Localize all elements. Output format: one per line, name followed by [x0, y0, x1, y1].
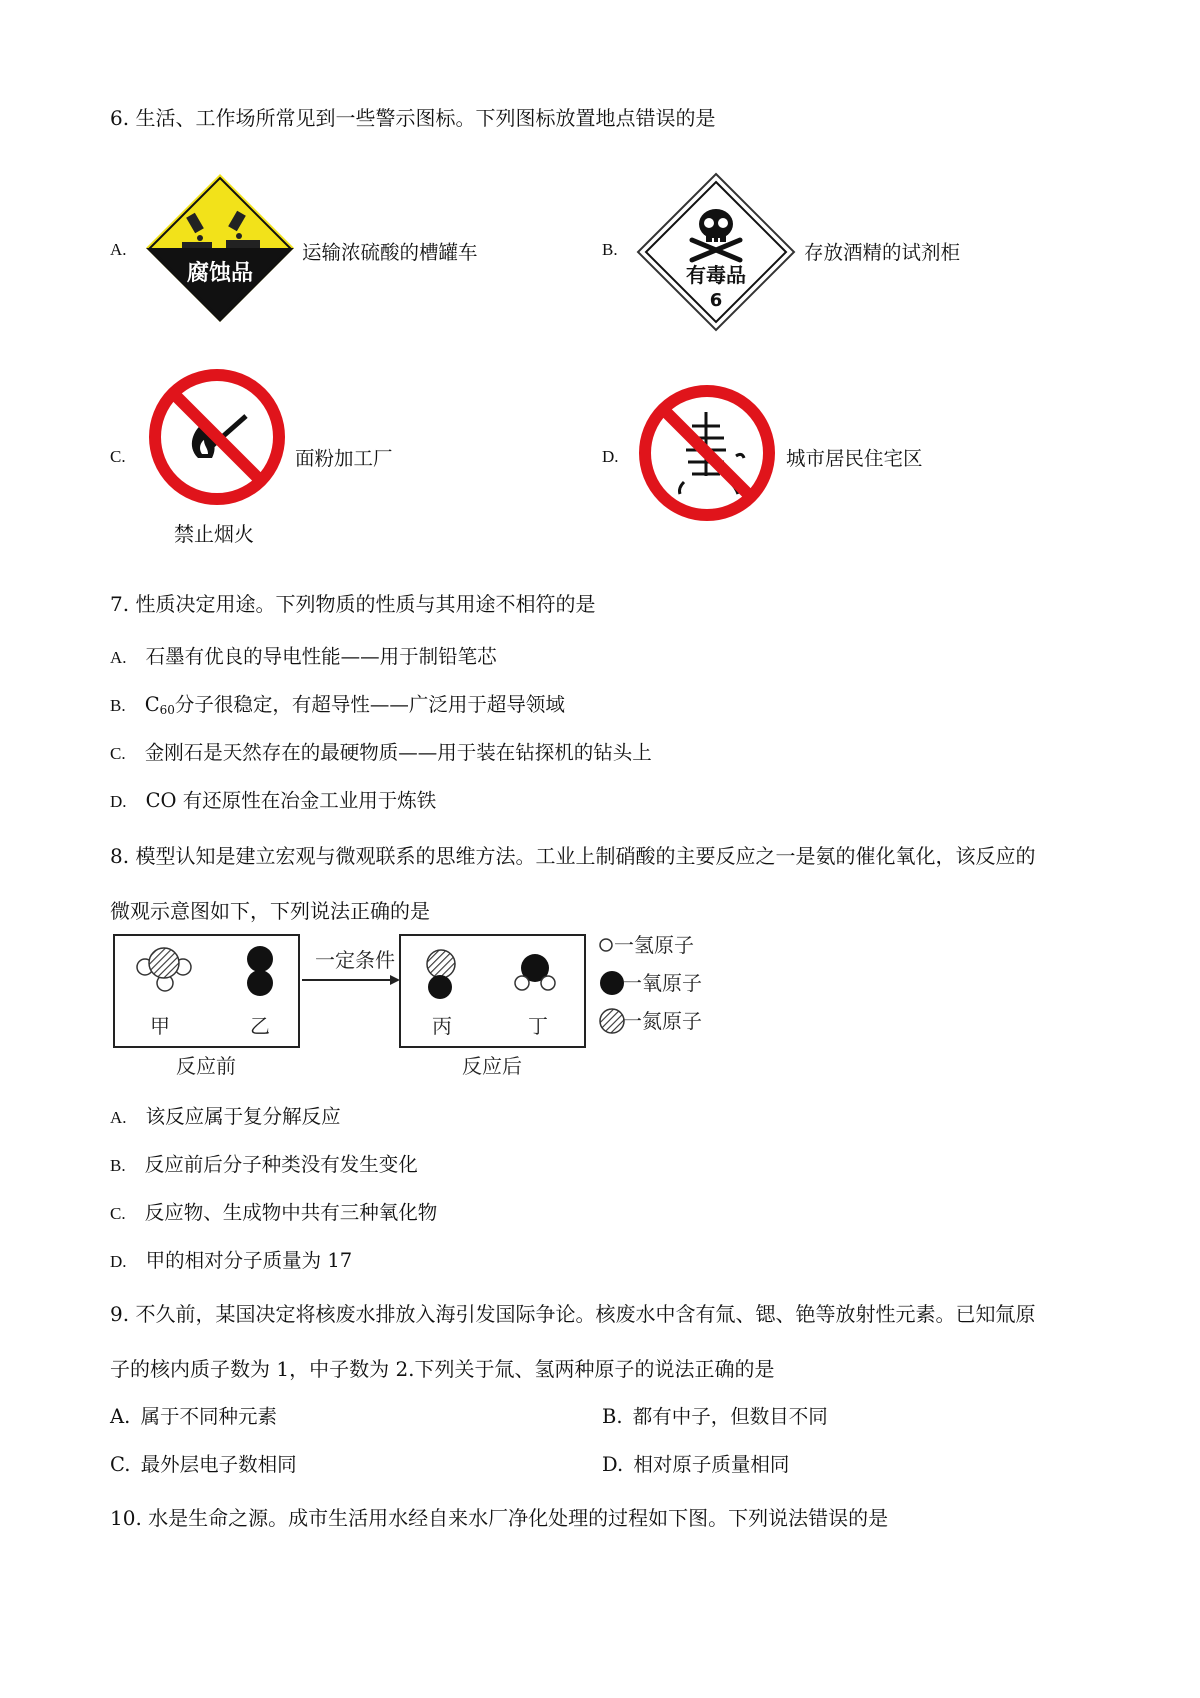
toxic-sign-icon	[636, 172, 796, 332]
q8-option-b	[110, 1149, 418, 1177]
q9-option-c	[110, 1449, 297, 1477]
label-yi: 乙	[250, 1014, 270, 1038]
q6-stem: 6. 生活、工作场所常见到一些警示图标。下列图标放置地点错误的是	[110, 106, 716, 130]
q6-option-b-text: 存放酒精的试剂柜	[804, 241, 961, 264]
q6-option-a-letter: A.	[110, 240, 127, 259]
q7-option-b	[110, 689, 565, 717]
no-fire-sign-icon	[146, 366, 288, 508]
hydrogen-atom-icon	[600, 939, 612, 951]
q6-option-a-text: 运输浓硫酸的槽罐车	[302, 241, 478, 264]
before-label: 反应前	[176, 1054, 236, 1078]
q7-option-a-text: 石墨有优良的导电性能——用于制铅笔芯	[145, 645, 497, 668]
after-label: 反应后	[462, 1054, 522, 1078]
q7-option-b-formula: $C_{60}$	[144, 693, 175, 717]
q9-option-b-letter: B.	[602, 1405, 623, 1428]
q8-option-b-letter: B.	[110, 1156, 126, 1175]
q6-option-d-letter: D.	[602, 447, 619, 466]
q7-option-d-letter: D.	[110, 792, 127, 811]
q9-option-d	[602, 1449, 789, 1477]
q6-option-c-letter: C.	[110, 447, 126, 466]
nitrogen-atom-icon	[600, 1009, 624, 1033]
q9-option-a	[110, 1401, 277, 1429]
q8-option-a	[110, 1101, 341, 1129]
nitric-oxide-molecule	[427, 950, 455, 999]
no-firecrackers-sign-icon	[636, 382, 778, 524]
label-ding: 丁	[528, 1014, 548, 1038]
corrosive-sign-icon	[144, 172, 296, 324]
before-box	[114, 935, 299, 1047]
q7-option-a	[110, 641, 497, 669]
q7-option-a-letter: A.	[110, 648, 127, 667]
legend-oxygen: 一氧原子	[622, 971, 702, 995]
label-bing: 丙	[432, 1014, 452, 1038]
q8-option-d-letter: D.	[110, 1252, 127, 1271]
q8-option-d	[110, 1245, 352, 1273]
q9-option-c-text: 最外层电子数相同	[140, 1453, 297, 1476]
q7-option-b-text: 分子很稳定，有超导性——广泛用于超导领域	[174, 693, 565, 716]
q9-stem-line2: 子的核内质子数为 1，中子数为 2.下列关于氚、氢两种原子的说法正确的是	[110, 1357, 775, 1381]
oxygen-atom-icon	[600, 971, 624, 995]
label-jia: 甲	[150, 1014, 170, 1038]
q9-option-d-letter: D.	[602, 1453, 624, 1476]
reaction-diagram	[110, 925, 730, 1085]
after-box	[400, 935, 585, 1047]
q7-option-b-letter: B.	[110, 696, 126, 715]
q9-option-a-text: 属于不同种元素	[140, 1405, 277, 1428]
q8-option-d-text: 甲的相对分子质量为 17	[145, 1249, 353, 1272]
no-fire-sign-caption: 禁止烟火	[174, 522, 254, 546]
q6-option-c-text: 面粉加工厂	[295, 447, 393, 470]
q7-option-d-text: CO 有还原性在冶金工业用于炼铁	[145, 789, 437, 812]
q7-stem: 7. 性质决定用途。下列物质的性质与其用途不相符的是	[110, 592, 596, 616]
arrow-label: 一定条件	[315, 948, 395, 972]
toxic-sign-number: 6	[709, 290, 723, 311]
q9-option-a-letter: A.	[110, 1405, 131, 1428]
q9-option-b	[602, 1401, 828, 1429]
q7-option-c-text: 金刚石是天然存在的最硬物质——用于装在钻探机的钻头上	[144, 741, 652, 764]
q7-option-c-letter: C.	[110, 744, 126, 763]
q7-option-c	[110, 737, 652, 765]
atom-legend	[600, 933, 702, 1033]
q8-option-a-letter: A.	[110, 1108, 127, 1127]
q8-option-c-text: 反应物、生成物中共有三种氧化物	[144, 1201, 438, 1224]
toxic-sign-text: 有毒品	[686, 263, 746, 287]
q8-option-c-letter: C.	[110, 1204, 126, 1223]
q9-stem-line1: 9. 不久前，某国决定将核废水排放入海引发国际争论。核废水中含有氚、锶、铯等放射性元素。已知氚原	[110, 1302, 1036, 1326]
q10-stem: 10. 水是生命之源。成市生活用水经自来水厂净化处理的过程如下图。下列说法错误的是	[110, 1506, 889, 1530]
q8-stem-line1: 8. 模型认知是建立宏观与微观联系的思维方法。工业上制硝酸的主要反应之一是氨的催化氧化，该反应的	[110, 844, 1036, 868]
q9-option-c-letter: C.	[110, 1453, 131, 1476]
q8-stem-line2: 微观示意图如下，下列说法正确的是	[110, 899, 430, 923]
q8-option-c	[110, 1197, 437, 1225]
corrosive-sign-text: 腐蚀品	[186, 261, 254, 286]
q9-option-b-text: 都有中子，但数目不同	[632, 1405, 828, 1428]
legend-hydrogen: 一氢原子	[614, 933, 694, 957]
q7-option-d	[110, 785, 436, 813]
q6-option-d-text: 城市居民住宅区	[786, 447, 923, 470]
q9-option-d-text: 相对原子质量相同	[633, 1453, 790, 1476]
q8-option-b-text: 反应前后分子种类没有发生变化	[144, 1153, 418, 1176]
q8-option-a-text: 该反应属于复分解反应	[145, 1105, 341, 1128]
q6-option-b-letter: B.	[602, 240, 618, 259]
legend-nitrogen: 一氮原子	[622, 1009, 702, 1033]
